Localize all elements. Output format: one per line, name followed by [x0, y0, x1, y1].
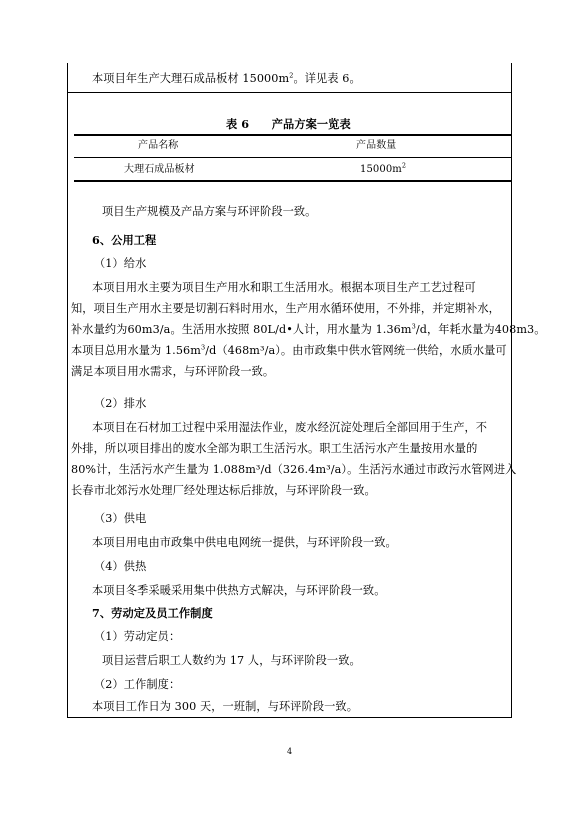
heading-staffing: 7、劳动定及员工作制度 — [92, 606, 213, 620]
water-line-5: 满足本项目用水需求，与环评阶段一致。 — [71, 365, 275, 378]
subheading-schedule: （2）工作制度： — [94, 678, 181, 691]
table-top-rule — [74, 134, 511, 136]
heating-line: 本项目冬季采暖采用集中供热方式解决，与环评阶段一致。 — [92, 584, 386, 597]
power-line: 本项目用电由市政集中供电电网统一提供，与环评阶段一致。 — [92, 536, 397, 549]
subheading-power: （3）供电 — [94, 512, 147, 525]
schedule-line: 本项目工作日为 300 天，一班制，与环评阶段一致。 — [92, 700, 359, 713]
drainage-line-2: 外排，所以项目排出的废水全部为职工生活污水。职工生活污水产生量按用水量的 — [71, 442, 478, 455]
drainage-line-1: 本项目在石材加工过程中采用湿法作业，废水经沉淀处理后全部回用于生产，不 — [92, 421, 488, 434]
water-line-3: 补水量约为60m3/a。生活用水按照 80L/d•人计，用水量为 $1.36m^3/d$，年耗水量为408m3。 — [71, 322, 546, 336]
page-number: 4 — [287, 747, 293, 756]
water-line-4: 本项目总用水量为 $1.56m^3/d(468m^3/a)$。由市政集中供水管网统一供给，水质水量可 — [71, 343, 507, 357]
subheading-drainage: （2）排水 — [94, 397, 147, 410]
section-divider — [67, 92, 512, 93]
subheading-water-supply: （1）给水 — [94, 257, 147, 270]
water-line-2: 知，项目生产用水主要是切割石料时用水，生产用水循环使用，不外排，并定期补水， — [71, 302, 500, 315]
subheading-staff: （1）劳动定员： — [94, 630, 181, 643]
water-line-1: 本项目用水主要为项目生产用水和职工生活用水。根据本项目生产工艺过程可 — [92, 281, 476, 294]
table-cell-name: 大理石成品板材 — [124, 164, 195, 175]
intro-line: 本项目年生产大理石成品板材 $15000m^2$。详见表 6。 — [92, 71, 361, 85]
table-title: 表 6 产品方案一览表 — [226, 117, 351, 131]
drainage-line-3: 80%计，生活污水产生量为 1.088m³/d（326.4m³/a）。生活污水通过市政污水管网进入 — [71, 463, 517, 476]
scale-paragraph: 项目生产规模及产品方案与环评阶段一致。 — [102, 205, 317, 218]
table-header-quantity: 产品数量 — [356, 140, 397, 151]
table-bottom-rule — [74, 180, 511, 182]
staff-line: 项目运营后职工人数约为 17 人，与环评阶段一致。 — [102, 654, 361, 667]
subheading-heating: （4）供热 — [94, 560, 147, 573]
heading-utilities: 6、公用工程 — [92, 233, 157, 247]
table-header-name: 产品名称 — [138, 140, 179, 151]
table-header-rule — [74, 157, 511, 158]
drainage-line-4: 长春市北郊污水处理厂经处理达标后排放，与环评阶段一致。 — [71, 484, 376, 497]
table-cell-quantity: $15000m^2$ — [360, 161, 407, 175]
